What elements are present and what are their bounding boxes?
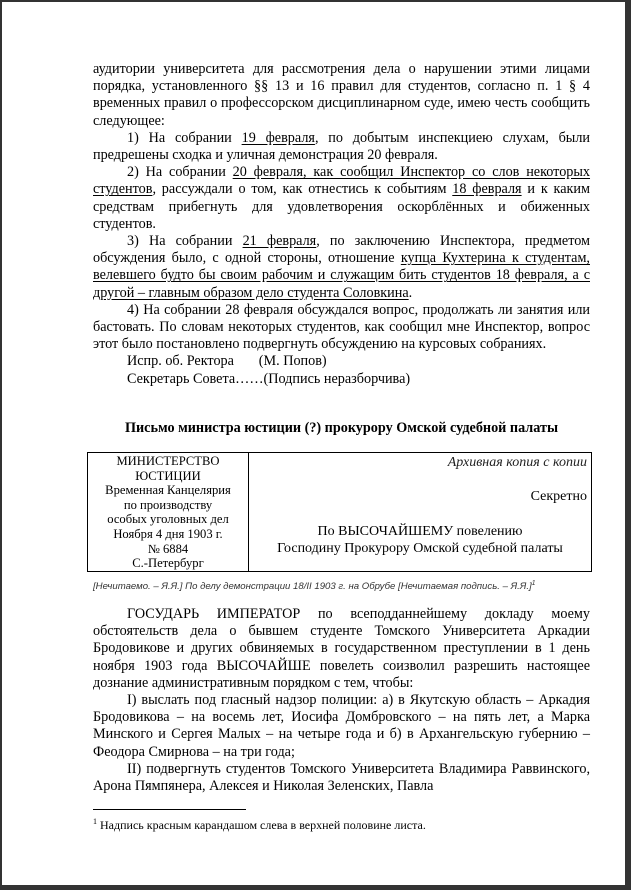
signature-secretary: Секретарь Совета……(Подпись неразборчива): [127, 370, 411, 387]
stamp-line: МИНИСТЕРСТВО: [116, 454, 220, 468]
addressee-cell: [249, 453, 592, 572]
order-line: По ВЫСОЧАЙШЕМУ повелению: [317, 524, 523, 539]
letter-heading: Письмо министра юстиции (?) прокурору Омской судебной палаты: [124, 420, 559, 436]
text: .: [408, 284, 413, 301]
document-page: [2, 2, 625, 885]
underlined-date: 21 февраля: [242, 233, 317, 250]
letter-para-3: II) подвергнуть студентов Томского Университета Владимира Раввинского, Арона Пямпянера, Алексея и Николая Зеленских, Павла: [93, 760, 590, 795]
text: 2) На собрании: [127, 164, 233, 181]
text: , рассуждали о том, как отнестись к событиям: [152, 181, 453, 198]
footnote-divider: [93, 809, 246, 810]
letter-para-1: ГОСУДАРЬ ИМПЕРАТОР по всеподданнейшему докладу моему обстоятельств дела о бывшем студенте Томского Университета Аркадии Бродовикове и других обвиняемых в государственном преступлении в 1 день ноября 1903 года ВЫСОЧАЙШЕ повелеть соизволил разрешить настоящее дознание административным порядком с тем, чтобы:: [93, 606, 590, 691]
stamp-line: ЮСТИЦИИ: [135, 468, 201, 483]
signature-rector: Испр. об. Ректора (М. Попов): [127, 353, 327, 370]
report-intro: аудитории университета для рассмотрения дела о нарушении этими лицами порядка, установленного §§ 13 и 16 правил для студентов, согласно п. 1 § 4 временных правил о профессорском дисциплинарном суде, имею честь сообщить следующее:: [93, 61, 590, 129]
report-item-2: [93, 164, 590, 233]
secret-label: Секретно: [530, 489, 587, 504]
underlined-text: купца Кухтерина к студентам, велевшего будто бы своим рабочим и служащим бить студентов 18 февраля, а с другой – главным образом дело студента Соловкина: [93, 250, 590, 301]
addressee: [249, 523, 591, 557]
margin-note: [93, 580, 593, 592]
stamp-line: особых уголовных дел: [107, 512, 229, 527]
text: , по добытым инспекциею слухам, были предрешены сходка и уличная демонстрация 20 февраля.: [93, 129, 591, 164]
letter-header-table: [87, 452, 592, 572]
addressee-line: Господину Прокурору Омской судебной палаты: [277, 541, 563, 556]
underlined-text: 20 февраля, как сообщил Инспектор со слов некоторых студентов: [93, 164, 591, 198]
stamp-number: № 6884: [147, 541, 189, 556]
stamp-date: Ноября 4 дня 1903 г.: [113, 526, 223, 541]
stamp-city: С.-Петербург: [132, 556, 204, 571]
footnote-ref[interactable]: 1: [531, 580, 536, 587]
footnote-number: 1: [93, 817, 97, 826]
report-section: [93, 61, 590, 388]
report-item-4: 4) На собрании 28 февраля обсуждался вопрос, продолжать ли занятия или бастовать. По словам некоторых студентов, как сообщил мне Инспектор, вопрос этот было постановлено подвергнуть обсуждению на курсовых собраниях.: [93, 301, 590, 353]
report-item-1: [93, 130, 590, 164]
report-item-3: [93, 233, 590, 302]
underlined-date: 19 февраля: [241, 129, 315, 146]
text: 1) На собрании: [127, 129, 242, 146]
archive-note: Архивная копия с копии: [447, 455, 587, 470]
stamp-line: по производству: [123, 497, 213, 512]
ministry-stamp: [88, 453, 249, 572]
letter-body: [93, 606, 590, 795]
footnote-text: Надпись красным карандашом слева в верхней половине листа.: [97, 818, 426, 832]
underlined-date: 18 февраля: [452, 181, 522, 198]
stamp-line: Временная Канцелярия: [105, 483, 231, 498]
text: и к каким средствам прибегнуть для удовлетворения оскорблённых и обиженных студентов.: [93, 181, 590, 232]
text: , по заключению Инспектора, предметом обсуждения было, с одной стороны, отношение: [93, 233, 591, 267]
letter-para-2: I) выслать под гласный надзор полиции: а) в Якутскую область – Аркадия Бродовикова – на восемь лет, Иосифа Домбровского – на пять лет, а Марка Минского и Сергея Малых – на четыре года и б) в Архангельскую губернию – Феодора Смирнова – на три года;: [93, 692, 590, 760]
margin-note-text: [Нечитаемо. – Я.Я.] По делу демонстрации 18/II 1903 г. на Обрубе [Нечитаемая подпись. – Я.Я.]: [93, 581, 532, 593]
footnote: [93, 817, 426, 833]
text: 3) На собрании: [127, 233, 243, 250]
